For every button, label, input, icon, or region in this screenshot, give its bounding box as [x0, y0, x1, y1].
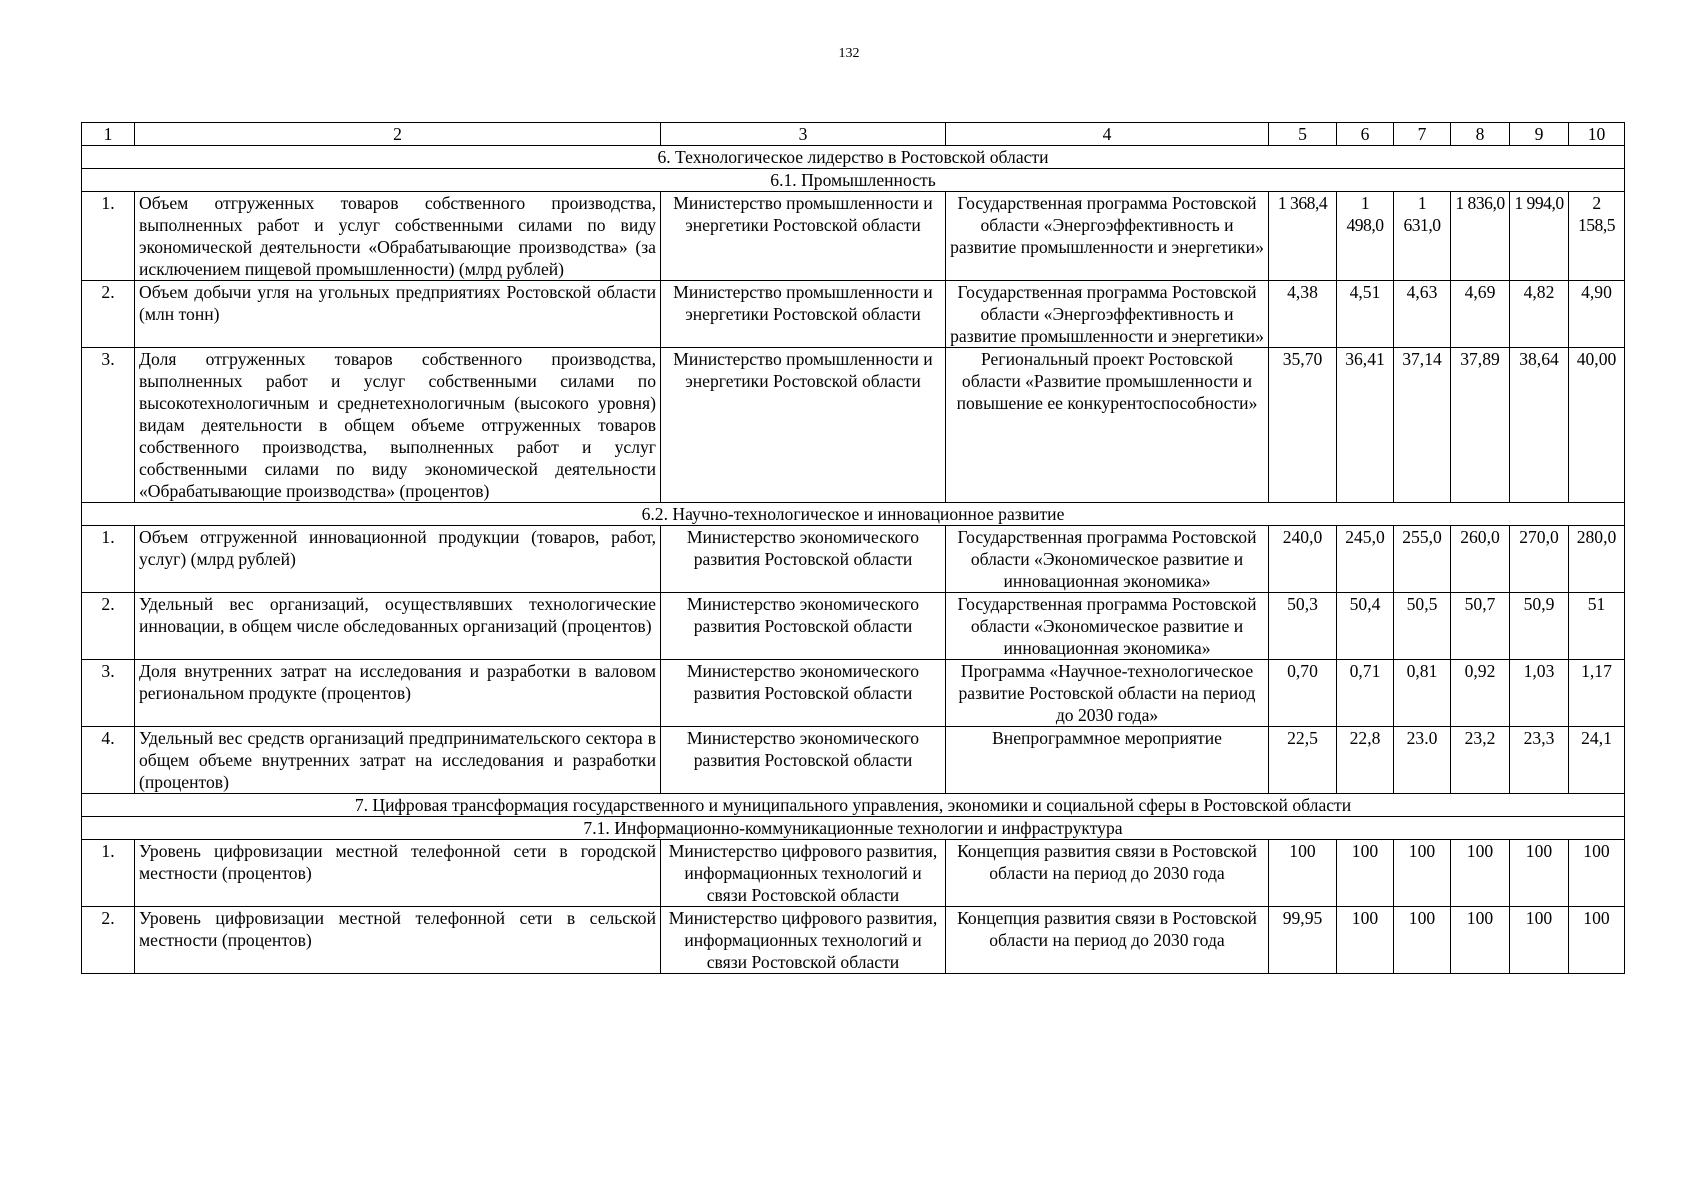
section-heading: 6. Технологическое лидерство в Ростовской области	[82, 146, 1625, 169]
row-number: 2.	[82, 281, 135, 348]
value-cell: 4,63	[1394, 281, 1451, 348]
value-cell: 24,1	[1569, 727, 1625, 794]
value-cell: 99,95	[1269, 907, 1337, 974]
indicator-cell: Доля внутренних затрат на исследования и разработки в валовом региональном продукте (процентов)	[135, 660, 661, 727]
value-cell: 22,8	[1337, 727, 1394, 794]
value-cell: 100	[1394, 840, 1451, 907]
indicators-table	[81, 122, 1625, 974]
subsection-heading: 6.1. Промышленность	[82, 169, 1625, 192]
table-row	[82, 192, 1625, 281]
ministry-cell: Министерство экономического развития Ростовской области	[661, 593, 946, 660]
value-cell: 2 158,5	[1569, 192, 1625, 281]
value-cell: 40,00	[1569, 348, 1625, 503]
value-cell: 100	[1451, 907, 1510, 974]
column-number-row	[82, 123, 1625, 146]
subsection-heading-row	[82, 817, 1625, 840]
value-cell: 255,0	[1394, 526, 1451, 593]
section-heading: 7. Цифровая трансформация государственного и муниципального управления, экономики и социальной сферы в Ростовской области	[82, 794, 1625, 817]
column-number: 2	[135, 123, 661, 146]
value-cell: 50,5	[1394, 593, 1451, 660]
row-number: 3.	[82, 348, 135, 503]
row-number: 2.	[82, 593, 135, 660]
program-cell: Программа «Научное-технологическое развитие Ростовской области на период до 2030 года»	[946, 660, 1269, 727]
row-number: 2.	[82, 907, 135, 974]
column-number: 9	[1510, 123, 1569, 146]
ministry-cell: Министерство промышленности и энергетики Ростовской области	[661, 281, 946, 348]
table-row	[82, 840, 1625, 907]
value-cell: 50,3	[1269, 593, 1337, 660]
row-number: 1.	[82, 526, 135, 593]
column-number: 3	[661, 123, 946, 146]
value-cell: 0,92	[1451, 660, 1510, 727]
subsection-heading-row	[82, 503, 1625, 526]
indicator-cell: Объем отгруженной инновационной продукции (товаров, работ, услуг) (млрд рублей)	[135, 526, 661, 593]
value-cell: 1,03	[1510, 660, 1569, 727]
value-cell: 0,70	[1269, 660, 1337, 727]
row-number: 4.	[82, 727, 135, 794]
program-cell: Государственная программа Ростовской области «Энергоэффективность и развитие промышленности и энергетики»	[946, 192, 1269, 281]
value-cell: 23.0	[1394, 727, 1451, 794]
program-cell: Региональный проект Ростовской области «Развитие промышленности и повышение ее конкурентоспособности»	[946, 348, 1269, 503]
indicator-cell: Объем отгруженных товаров собственного производства, выполненных работ и услуг собственными силами по виду экономической деятельности «Обрабатывающие производства» (за исключением пищевой промышленности) (млрд рублей)	[135, 192, 661, 281]
program-cell: Внепрограммное мероприятие	[946, 727, 1269, 794]
value-cell: 4,38	[1269, 281, 1337, 348]
indicator-cell: Удельный вес организаций, осуществлявших технологические инновации, в общем числе обследованных организаций (процентов)	[135, 593, 661, 660]
table-row	[82, 727, 1625, 794]
section-heading-row	[82, 794, 1625, 817]
table-row	[82, 907, 1625, 974]
value-cell: 35,70	[1269, 348, 1337, 503]
table-row	[82, 281, 1625, 348]
indicator-cell: Доля отгруженных товаров собственного производства, выполненных работ и услуг собственными силами по высокотехнологичным и среднетехнологичным (высокого уровня) видам деятельности в общем объеме отгруженных товаров собственного производства, выполненных работ и услуг собственными силами по виду экономической деятельности «Обрабатывающие производства» (процентов)	[135, 348, 661, 503]
value-cell: 4,51	[1337, 281, 1394, 348]
value-cell: 100	[1510, 840, 1569, 907]
value-cell: 4,69	[1451, 281, 1510, 348]
value-cell: 1,17	[1569, 660, 1625, 727]
ministry-cell: Министерство цифрового развития, информационных технологий и связи Ростовской области	[661, 907, 946, 974]
ministry-cell: Министерство промышленности и энергетики Ростовской области	[661, 192, 946, 281]
column-number: 4	[946, 123, 1269, 146]
table-row	[82, 660, 1625, 727]
column-number: 10	[1569, 123, 1625, 146]
program-cell: Государственная программа Ростовской области «Экономическое развитие и инновационная экономика»	[946, 593, 1269, 660]
program-cell: Концепция развития связи в Ростовской области на период до 2030 года	[946, 840, 1269, 907]
value-cell: 23,2	[1451, 727, 1510, 794]
value-cell: 1 631,0	[1394, 192, 1451, 281]
row-number: 1.	[82, 840, 135, 907]
value-cell: 1 836,0	[1451, 192, 1510, 281]
value-cell: 280,0	[1569, 526, 1625, 593]
column-number: 6	[1337, 123, 1394, 146]
value-cell: 100	[1269, 840, 1337, 907]
row-number: 3.	[82, 660, 135, 727]
value-cell: 100	[1451, 840, 1510, 907]
subsection-heading-row	[82, 169, 1625, 192]
value-cell: 240,0	[1269, 526, 1337, 593]
column-number: 1	[82, 123, 135, 146]
value-cell: 51	[1569, 593, 1625, 660]
column-number: 5	[1269, 123, 1337, 146]
page-number: 132	[838, 46, 860, 61]
value-cell: 0,71	[1337, 660, 1394, 727]
value-cell: 37,14	[1394, 348, 1451, 503]
value-cell: 50,4	[1337, 593, 1394, 660]
value-cell: 1 498,0	[1337, 192, 1394, 281]
value-cell: 100	[1394, 907, 1451, 974]
indicator-cell: Уровень цифровизации местной телефонной сети в сельской местности (процентов)	[135, 907, 661, 974]
table-row	[82, 526, 1625, 593]
ministry-cell: Министерство цифрового развития, информационных технологий и связи Ростовской области	[661, 840, 946, 907]
indicator-cell: Уровень цифровизации местной телефонной сети в городской местности (процентов)	[135, 840, 661, 907]
value-cell: 37,89	[1451, 348, 1510, 503]
ministry-cell: Министерство экономического развития Ростовской области	[661, 660, 946, 727]
ministry-cell: Министерство промышленности и энергетики Ростовской области	[661, 348, 946, 503]
ministry-cell: Министерство экономического развития Ростовской области	[661, 526, 946, 593]
value-cell: 270,0	[1510, 526, 1569, 593]
value-cell: 100	[1337, 907, 1394, 974]
program-cell: Государственная программа Ростовской области «Энергоэффективность и развитие промышленности и энергетики»	[946, 281, 1269, 348]
row-number: 1.	[82, 192, 135, 281]
value-cell: 260,0	[1451, 526, 1510, 593]
program-cell: Государственная программа Ростовской области «Экономическое развитие и инновационная экономика»	[946, 526, 1269, 593]
value-cell: 23,3	[1510, 727, 1569, 794]
value-cell: 100	[1569, 840, 1625, 907]
value-cell: 38,64	[1510, 348, 1569, 503]
value-cell: 50,9	[1510, 593, 1569, 660]
indicator-cell: Объем добычи угля на угольных предприятиях Ростовской области (млн тонн)	[135, 281, 661, 348]
value-cell: 1 994,0	[1510, 192, 1569, 281]
table-row	[82, 593, 1625, 660]
column-number: 8	[1451, 123, 1510, 146]
value-cell: 0,81	[1394, 660, 1451, 727]
section-heading-row	[82, 146, 1625, 169]
value-cell: 50,7	[1451, 593, 1510, 660]
value-cell: 36,41	[1337, 348, 1394, 503]
subsection-heading: 7.1. Информационно-коммуникационные технологии и инфраструктура	[82, 817, 1625, 840]
value-cell: 22,5	[1269, 727, 1337, 794]
program-cell: Концепция развития связи в Ростовской области на период до 2030 года	[946, 907, 1269, 974]
table-row	[82, 348, 1625, 503]
subsection-heading: 6.2. Научно-технологическое и инновационное развитие	[82, 503, 1625, 526]
value-cell: 245,0	[1337, 526, 1394, 593]
value-cell: 100	[1569, 907, 1625, 974]
value-cell: 100	[1510, 907, 1569, 974]
value-cell: 100	[1337, 840, 1394, 907]
column-number: 7	[1394, 123, 1451, 146]
value-cell: 4,82	[1510, 281, 1569, 348]
indicator-cell: Удельный вес средств организаций предпринимательского сектора в общем объеме внутренних затрат на исследования и разработки (процентов)	[135, 727, 661, 794]
value-cell: 4,90	[1569, 281, 1625, 348]
ministry-cell: Министерство экономического развития Ростовской области	[661, 727, 946, 794]
value-cell: 1 368,4	[1269, 192, 1337, 281]
